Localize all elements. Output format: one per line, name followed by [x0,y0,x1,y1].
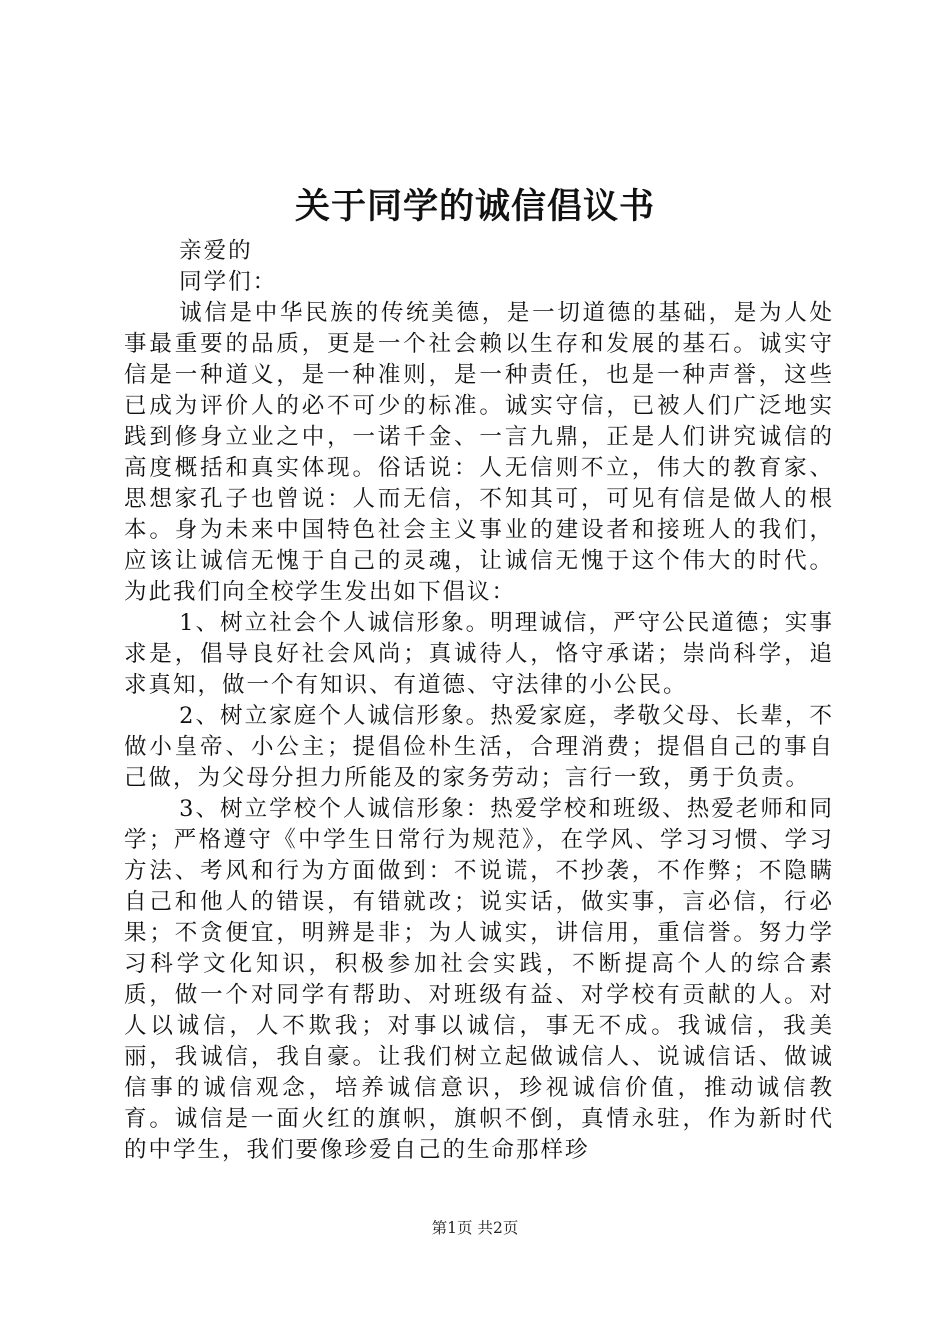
salutation-line-1: 亲爱的 [179,238,253,264]
salutation-line-2: 同学们： [179,269,278,295]
paragraph-intro: 诚信是中华民族的传统美德，是一切道德的基础，是为人处事最重要的品质，更是一个社会赖以生存和发展的基石。诚实守信是一种道义，是一种准则，是一种责任，也是一种声誉，这些已成为评价人的必不可少的标准。诚实守信，已被人们广泛地实践到修身立业之中，一诺千金、一言九鼎，正是人们讲究诚信的高度概括和真实体现。俗话说：人无信则不立，伟大的教育家、思想家孔子也曾说：人而无信，不知其可，可见有信是做人的根本。身为未来中国特色社会主义事业的建设者和接班人的我们，应该让诚信无愧于自己的灵魂，让诚信无愧于这个伟大的时代。为此我们向全校学生发出如下倡议： [124,300,834,605]
paragraph-item-1: 1、树立社会个人诚信形象。明理诚信，严守公民道德；实事求是，倡导良好社会风尚；真诚待人，恪守承诺；崇尚科学，追求真知，做一个有知识、有道德、守法律的小公民。 [124,610,834,698]
document-title: 关于同学的诚信倡议书 [294,187,655,227]
paragraph-item-3: 3、树立学校个人诚信形象：热爱学校和班级、热爱老师和同学；严格遵守《中学生日常行为规范》，在学风、学习习惯、学习方法、考风和行为方面做到：不说谎，不抄袭，不作弊；不隐瞒自己和他人的错误，有错就改；说实话，做实事，言必信，行必果；不贪便宜，明辨是非；为人诚实，讲信用，重信誉。努力学习科学文化知识，积极参加社会实践，不断提高个人的综合素质，做一个对同学有帮助、对班级有益、对学校有贡献的人。对人以诚信，人不欺我；对事以诚信，事无不成。我诚信，我美丽，我诚信，我自豪。让我们树立起做诚信人、说诚信话、做诚信事的诚信观念，培养诚信意识，珍视诚信价值，推动诚信教育。诚信是一面火红的旗帜，旗帜不倒，真情永驻，作为新时代的中学生，我们要像珍爱自己的生命那样珍 [124,796,834,1163]
page-number-footer: 第1页 共2页 [431,1219,519,1237]
document-body [124,236,834,1166]
paragraph-item-2: 2、树立家庭个人诚信形象。热爱家庭，孝敬父母、长辈，不做小皇帝、小公主；提倡俭朴生活，合理消费；提倡自己的事自己做，为父母分担力所能及的家务劳动；言行一致，勇于负责。 [124,703,834,791]
